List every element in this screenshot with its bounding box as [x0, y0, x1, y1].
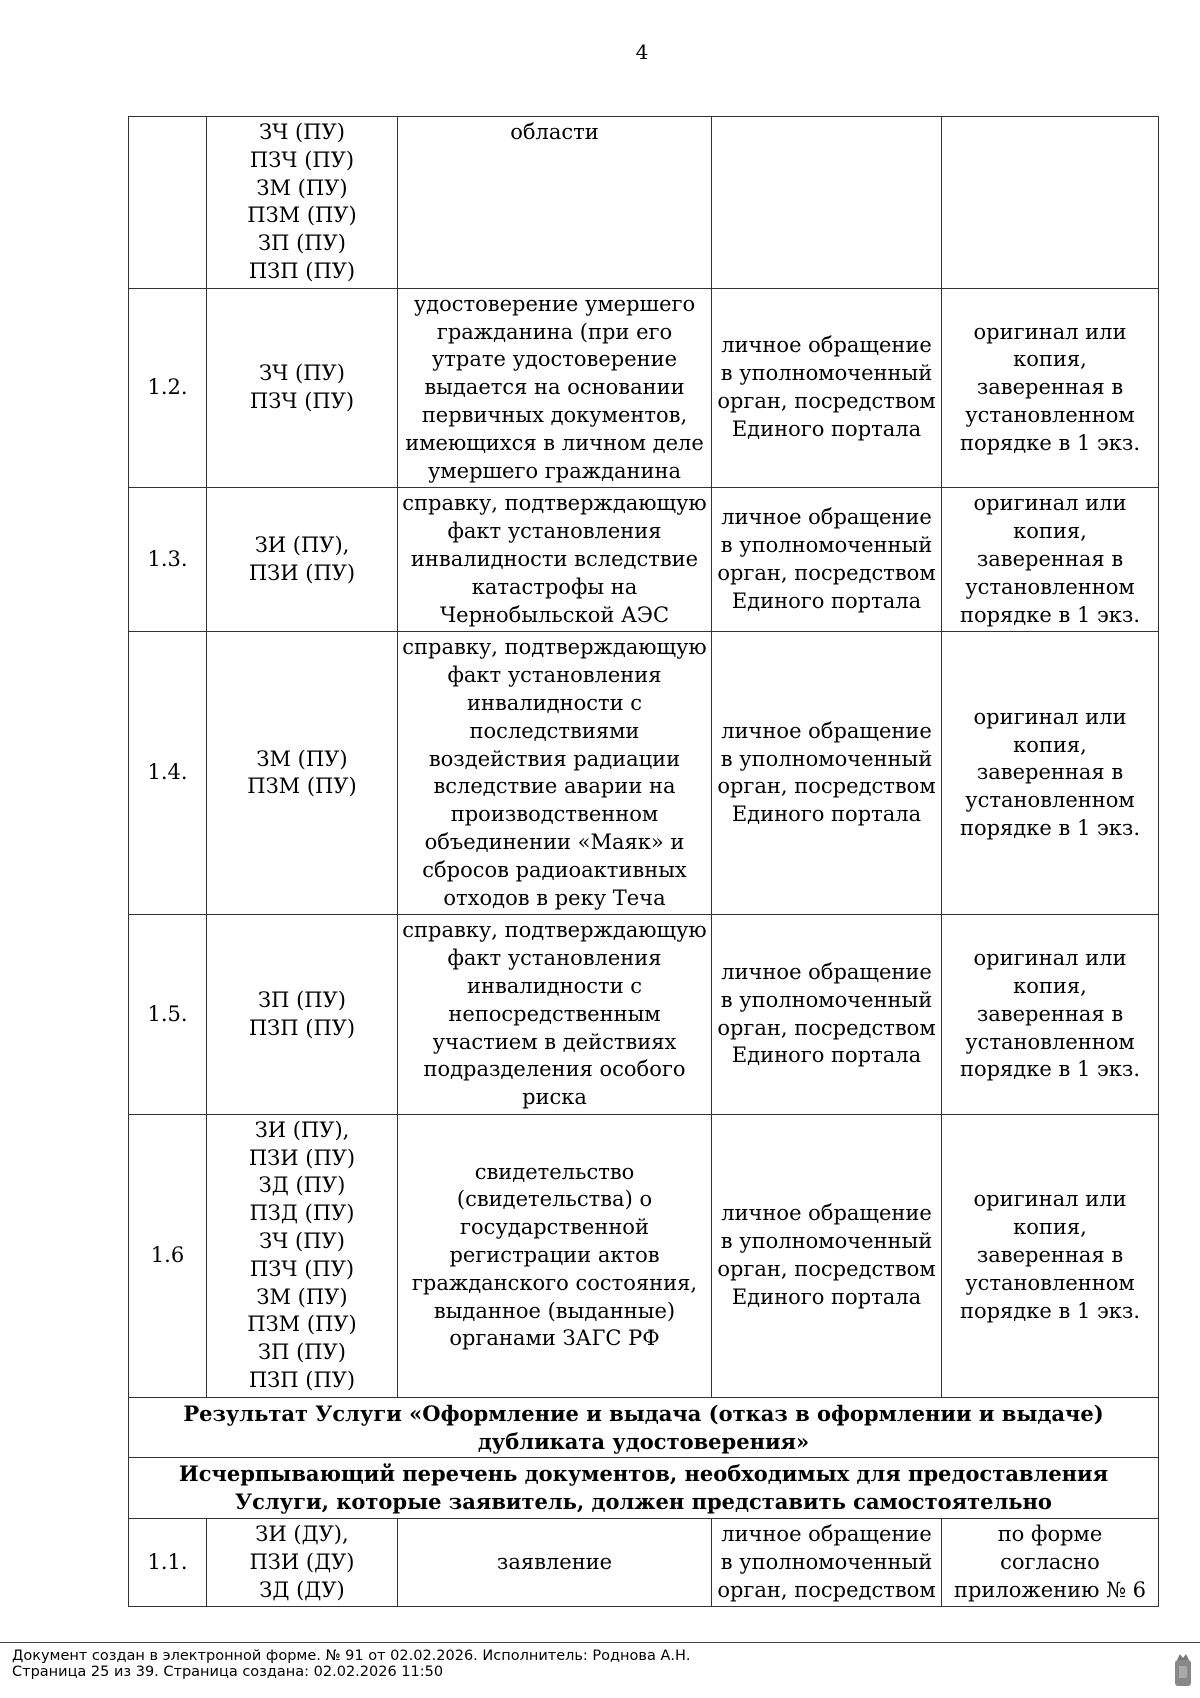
submission-method: личное обращение в уполномоченный орган, посредством Единого портала	[712, 1114, 942, 1397]
document-name: справку, подтверждающую факт установления инвалидности с последствиями воздействия радиации вследствие аварии на производственном объединении «Маяк» и сбросов радиоактивных отходов в реку Теча	[398, 632, 712, 915]
table-row	[129, 632, 1159, 915]
submission-method: личное обращение в уполномоченный орган, посредством Единого портала	[712, 488, 942, 632]
document-name: справку, подтверждающую факт установления инвалидности вследствие катастрофы на Чернобыльской АЭС	[398, 488, 712, 632]
row-number: 1.1.	[129, 1519, 207, 1607]
document-name: заявление	[398, 1519, 712, 1607]
document-form: оригинал или копия, заверенная в установленном порядке в 1 экз.	[942, 488, 1159, 632]
applicant-codes: ЗИ (ДУ), ПЗИ (ДУ) ЗД (ДУ)	[207, 1519, 398, 1607]
result-heading: Результат Услуги «Оформление и выдача (отказ в оформлении и выдаче) дубликата удостоверения»	[129, 1397, 1159, 1458]
document-name: справку, подтверждающую факт установления инвалидности с непосредственным участием в действиях подразделения особого риска	[398, 915, 712, 1115]
table-row	[129, 915, 1159, 1115]
table-row	[129, 288, 1159, 488]
section-heading-row	[129, 1397, 1159, 1458]
document-name: свидетельство (свидетельства) о государственной регистрации актов гражданского состояния, выданное (выданные) органами ЗАГС РФ	[398, 1114, 712, 1397]
table-row	[129, 1114, 1159, 1397]
document-form: оригинал или копия, заверенная в установленном порядке в 1 экз.	[942, 288, 1159, 488]
footer-divider	[0, 1642, 1200, 1643]
document-name: области	[398, 117, 712, 289]
submission-method: личное обращение в уполномоченный орган, посредством Единого портала	[712, 632, 942, 915]
emblem-icon	[1172, 1650, 1194, 1690]
row-number: 1.3.	[129, 488, 207, 632]
applicant-codes: ЗМ (ПУ) ПЗМ (ПУ)	[207, 632, 398, 915]
submission-method	[712, 117, 942, 289]
document-form: оригинал или копия, заверенная в установленном порядке в 1 экз.	[942, 1114, 1159, 1397]
row-number: 1.5.	[129, 915, 207, 1115]
footer-line-2: Страница 25 из 39. Страница создана: 02.02.2026 11:50	[12, 1664, 444, 1680]
document-form: оригинал или копия, заверенная в установленном порядке в 1 экз.	[942, 915, 1159, 1115]
table-row	[129, 117, 1159, 289]
row-number: 1.2.	[129, 288, 207, 488]
row-number	[129, 117, 207, 289]
document-form	[942, 117, 1159, 289]
section-heading-row	[129, 1458, 1159, 1519]
submission-method: личное обращение в уполномоченный орган, посредством Единого портала	[712, 288, 942, 488]
row-number: 1.4.	[129, 632, 207, 915]
documents-list-heading: Исчерпывающий перечень документов, необходимых для предоставления Услуги, которые заявитель, должен представить самостоятельно	[129, 1458, 1159, 1519]
applicant-codes: ЗП (ПУ) ПЗП (ПУ)	[207, 915, 398, 1115]
applicant-codes: ЗЧ (ПУ) ПЗЧ (ПУ) ЗМ (ПУ) ПЗМ (ПУ) ЗП (ПУ) ПЗП (ПУ)	[207, 117, 398, 289]
document-name: удостоверение умершего гражданина (при его утрате удостоверение выдается на основании первичных документов, имеющихся в личном деле умершего гражданина	[398, 288, 712, 488]
footer-line-1: Документ создан в электронной форме. № 91 от 02.02.2026. Исполнитель: Роднова А.Н.	[12, 1648, 691, 1664]
document-form: по форме согласно приложению № 6	[942, 1519, 1159, 1607]
page-number: 4	[635, 40, 649, 64]
table-row	[129, 488, 1159, 632]
row-number: 1.6	[129, 1114, 207, 1397]
document-form: оригинал или копия, заверенная в установленном порядке в 1 экз.	[942, 632, 1159, 915]
applicant-codes: ЗИ (ПУ), ПЗИ (ПУ) ЗД (ПУ) ПЗД (ПУ) ЗЧ (ПУ) ПЗЧ (ПУ) ЗМ (ПУ) ПЗМ (ПУ) ЗП (ПУ) ПЗП (ПУ)	[207, 1114, 398, 1397]
table-row	[129, 1519, 1159, 1607]
applicant-codes: ЗИ (ПУ), ПЗИ (ПУ)	[207, 488, 398, 632]
applicant-codes: ЗЧ (ПУ) ПЗЧ (ПУ)	[207, 288, 398, 488]
submission-method: личное обращение в уполномоченный орган, посредством	[712, 1519, 942, 1607]
documents-table	[128, 116, 1159, 1607]
footer	[12, 1648, 691, 1680]
submission-method: личное обращение в уполномоченный орган, посредством Единого портала	[712, 915, 942, 1115]
